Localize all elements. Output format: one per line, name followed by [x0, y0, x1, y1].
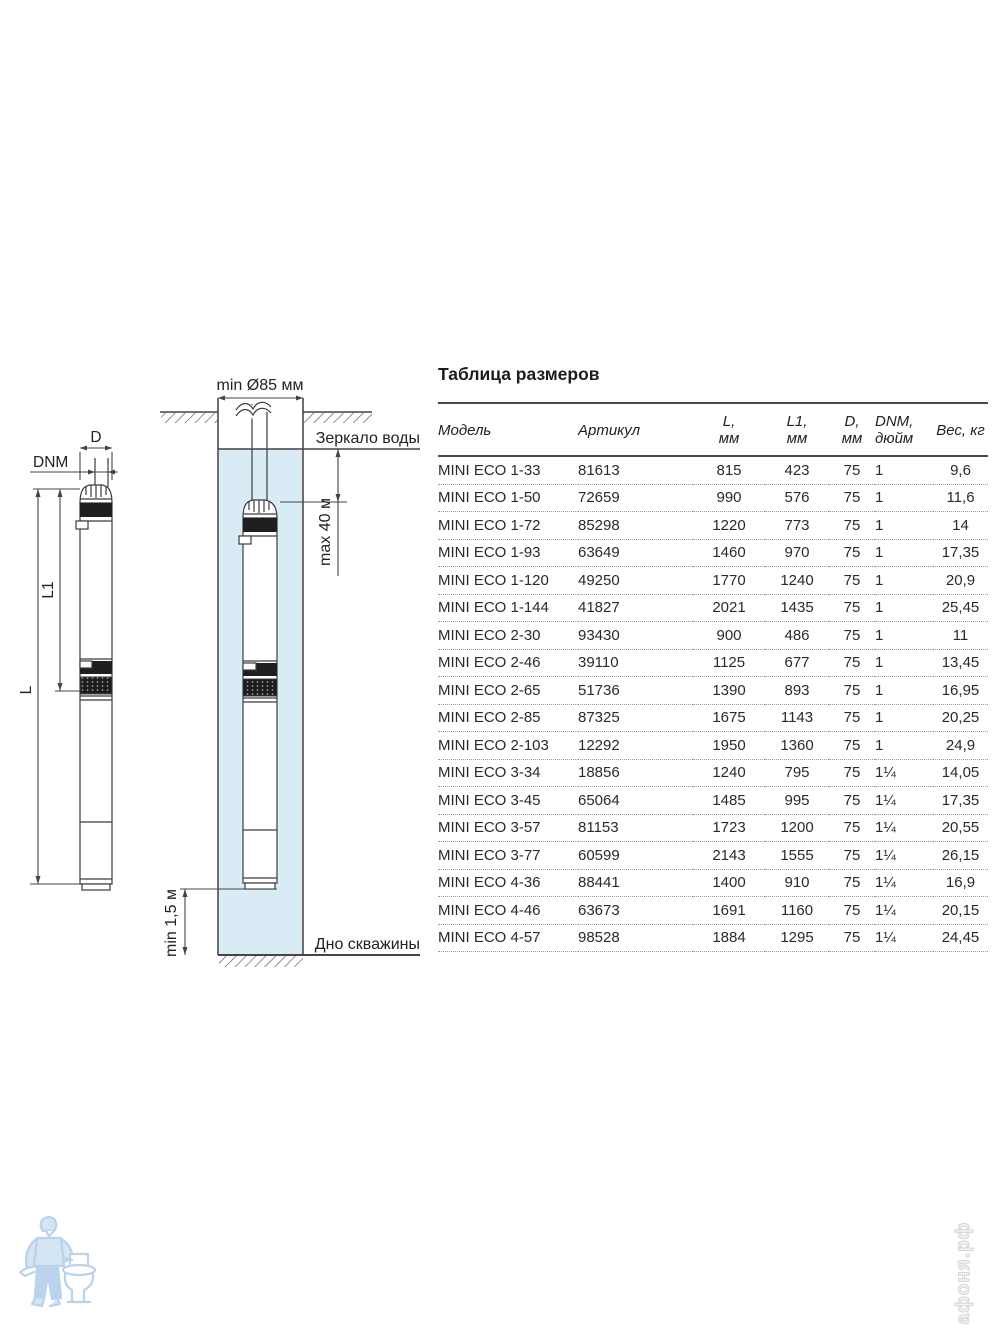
column-header: Вес, кг [933, 403, 988, 456]
sku-cell: 65064 [578, 787, 693, 815]
l-cell: 1723 [693, 814, 765, 842]
sku-cell: 93430 [578, 622, 693, 650]
l1-cell: 795 [765, 759, 829, 787]
sku-cell: 12292 [578, 732, 693, 760]
l1-cell: 1240 [765, 567, 829, 595]
model-cell: MINI ECO 3-34 [438, 759, 578, 787]
weight-cell: 14 [933, 512, 988, 540]
weight-cell: 24,9 [933, 732, 988, 760]
table-row [438, 677, 988, 705]
weight-cell: 20,55 [933, 814, 988, 842]
sku-cell: 49250 [578, 567, 693, 595]
dnm-cell: 1 [875, 567, 933, 595]
l-cell: 1770 [693, 567, 765, 595]
l1-cell: 1435 [765, 594, 829, 622]
d-cell: 75 [829, 704, 875, 732]
l-cell: 1884 [693, 924, 765, 952]
dnm-cell: 1¼ [875, 814, 933, 842]
weight-cell: 17,35 [933, 787, 988, 815]
dim-l-label: L [18, 685, 35, 695]
sku-cell: 87325 [578, 704, 693, 732]
dnm-cell: 1 [875, 594, 933, 622]
l-cell: 2143 [693, 842, 765, 870]
pump-in-well [239, 500, 277, 889]
dim-d-label: D [90, 429, 102, 446]
table-row [438, 649, 988, 677]
d-cell: 75 [829, 567, 875, 595]
l-cell: 1675 [693, 704, 765, 732]
dnm-cell: 1 [875, 622, 933, 650]
sku-cell: 63673 [578, 897, 693, 925]
weight-cell: 26,15 [933, 842, 988, 870]
model-cell: MINI ECO 1-72 [438, 512, 578, 540]
l-cell: 990 [693, 484, 765, 512]
d-cell: 75 [829, 924, 875, 952]
pump-side-view [18, 429, 118, 890]
pump-well-diagram [0, 360, 430, 980]
l1-cell: 1555 [765, 842, 829, 870]
l1-cell: 576 [765, 484, 829, 512]
model-cell: MINI ECO 4-36 [438, 869, 578, 897]
l1-cell: 910 [765, 869, 829, 897]
l1-cell: 677 [765, 649, 829, 677]
table-row [438, 484, 988, 512]
d-cell: 75 [829, 759, 875, 787]
d-cell: 75 [829, 842, 875, 870]
table-row [438, 732, 988, 760]
l1-cell: 995 [765, 787, 829, 815]
d-cell: 75 [829, 484, 875, 512]
dnm-cell: 1 [875, 704, 933, 732]
model-cell: MINI ECO 3-77 [438, 842, 578, 870]
l1-cell: 1143 [765, 704, 829, 732]
table-row [438, 842, 988, 870]
ground-hatching-left [161, 413, 218, 423]
weight-cell: 20,9 [933, 567, 988, 595]
table-body [438, 456, 988, 952]
model-cell: MINI ECO 3-45 [438, 787, 578, 815]
l1-cell: 773 [765, 512, 829, 540]
column-header: DNM, дюйм [875, 403, 933, 456]
l-cell: 1691 [693, 897, 765, 925]
dimensions-table [438, 402, 988, 952]
dnm-cell: 1¼ [875, 787, 933, 815]
dim-dnm-label: DNM [33, 454, 69, 471]
sku-cell: 98528 [578, 924, 693, 952]
dnm-cell: 1 [875, 732, 933, 760]
column-header: Артикул [578, 403, 693, 456]
sku-cell: 60599 [578, 842, 693, 870]
l-cell: 1240 [693, 759, 765, 787]
water-mirror-label: Зеркало воды [315, 430, 420, 447]
model-cell: MINI ECO 1-93 [438, 539, 578, 567]
l-cell: 1390 [693, 677, 765, 705]
table-row [438, 787, 988, 815]
sku-cell: 41827 [578, 594, 693, 622]
l1-cell: 1295 [765, 924, 829, 952]
weight-cell: 24,45 [933, 924, 988, 952]
weight-cell: 14,05 [933, 759, 988, 787]
l-cell: 1220 [693, 512, 765, 540]
bottom-hatching [219, 956, 303, 967]
table-row [438, 759, 988, 787]
model-cell: MINI ECO 2-103 [438, 732, 578, 760]
model-cell: MINI ECO 2-85 [438, 704, 578, 732]
dnm-cell: 1¼ [875, 759, 933, 787]
model-cell: MINI ECO 1-50 [438, 484, 578, 512]
sku-cell: 18856 [578, 759, 693, 787]
table-row [438, 539, 988, 567]
dnm-cell: 1 [875, 677, 933, 705]
dnm-cell: 1 [875, 512, 933, 540]
l1-cell: 1160 [765, 897, 829, 925]
sku-cell: 39110 [578, 649, 693, 677]
l-cell: 2021 [693, 594, 765, 622]
model-cell: MINI ECO 1-144 [438, 594, 578, 622]
dnm-cell: 1 [875, 649, 933, 677]
l1-cell: 423 [765, 456, 829, 484]
weight-cell: 11,6 [933, 484, 988, 512]
dnm-cell: 1¼ [875, 897, 933, 925]
dnm-cell: 1 [875, 484, 933, 512]
sku-cell: 63649 [578, 539, 693, 567]
dnm-cell: 1 [875, 456, 933, 484]
table-row [438, 512, 988, 540]
min-clearance-label: min 1,5 м [163, 889, 180, 957]
dnm-cell: 1¼ [875, 924, 933, 952]
l1-cell: 486 [765, 622, 829, 650]
weight-cell: 20,15 [933, 897, 988, 925]
model-cell: MINI ECO 3-57 [438, 814, 578, 842]
table-row [438, 456, 988, 484]
table-row [438, 897, 988, 925]
table-header-row [438, 403, 988, 456]
d-cell: 75 [829, 897, 875, 925]
sku-cell: 85298 [578, 512, 693, 540]
column-header: Модель [438, 403, 578, 456]
max-depth-label: max 40 м [317, 498, 334, 566]
table-row [438, 704, 988, 732]
plumber-watermark-illustration [10, 1208, 125, 1323]
weight-cell: 20,25 [933, 704, 988, 732]
weight-cell: 17,35 [933, 539, 988, 567]
d-cell: 75 [829, 677, 875, 705]
sku-cell: 51736 [578, 677, 693, 705]
table-row [438, 814, 988, 842]
l-cell: 1400 [693, 869, 765, 897]
weight-cell: 11 [933, 622, 988, 650]
table-row [438, 622, 988, 650]
l-cell: 815 [693, 456, 765, 484]
l-cell: 900 [693, 622, 765, 650]
dim-l1-label: L1 [40, 581, 57, 599]
d-cell: 75 [829, 649, 875, 677]
l1-cell: 1360 [765, 732, 829, 760]
weight-cell: 13,45 [933, 649, 988, 677]
d-cell: 75 [829, 622, 875, 650]
table-row [438, 869, 988, 897]
model-cell: MINI ECO 1-120 [438, 567, 578, 595]
d-cell: 75 [829, 732, 875, 760]
l1-cell: 970 [765, 539, 829, 567]
site-watermark-text: афоня.рф [953, 1221, 974, 1325]
model-cell: MINI ECO 4-46 [438, 897, 578, 925]
l-cell: 1485 [693, 787, 765, 815]
sku-cell: 81613 [578, 456, 693, 484]
well-bottom-label: Дно скважины [314, 936, 420, 953]
l-cell: 1125 [693, 649, 765, 677]
sku-cell: 88441 [578, 869, 693, 897]
d-cell: 75 [829, 456, 875, 484]
l-cell: 1950 [693, 732, 765, 760]
model-cell: MINI ECO 2-46 [438, 649, 578, 677]
table-row [438, 924, 988, 952]
column-header: L, мм [693, 403, 765, 456]
model-cell: MINI ECO 4-57 [438, 924, 578, 952]
well-diameter-label: min Ø85 мм [216, 377, 304, 394]
d-cell: 75 [829, 814, 875, 842]
column-header: L1, мм [765, 403, 829, 456]
sku-cell: 81153 [578, 814, 693, 842]
l1-cell: 893 [765, 677, 829, 705]
table-row [438, 567, 988, 595]
weight-cell: 16,9 [933, 869, 988, 897]
model-cell: MINI ECO 2-65 [438, 677, 578, 705]
dnm-cell: 1 [875, 539, 933, 567]
dimensions-table-section [438, 363, 988, 952]
l-cell: 1460 [693, 539, 765, 567]
l1-cell: 1200 [765, 814, 829, 842]
weight-cell: 25,45 [933, 594, 988, 622]
d-cell: 75 [829, 787, 875, 815]
table-row [438, 594, 988, 622]
weight-cell: 16,95 [933, 677, 988, 705]
column-header: D, мм [829, 403, 875, 456]
weight-cell: 9,6 [933, 456, 988, 484]
d-cell: 75 [829, 869, 875, 897]
dnm-cell: 1¼ [875, 842, 933, 870]
model-cell: MINI ECO 2-30 [438, 622, 578, 650]
model-cell: MINI ECO 1-33 [438, 456, 578, 484]
table-title: Таблица размеров [438, 364, 600, 384]
d-cell: 75 [829, 512, 875, 540]
ground-hatching-right [303, 413, 372, 423]
dnm-cell: 1¼ [875, 869, 933, 897]
sku-cell: 72659 [578, 484, 693, 512]
d-cell: 75 [829, 539, 875, 567]
well-cross-section [160, 377, 420, 967]
d-cell: 75 [829, 594, 875, 622]
